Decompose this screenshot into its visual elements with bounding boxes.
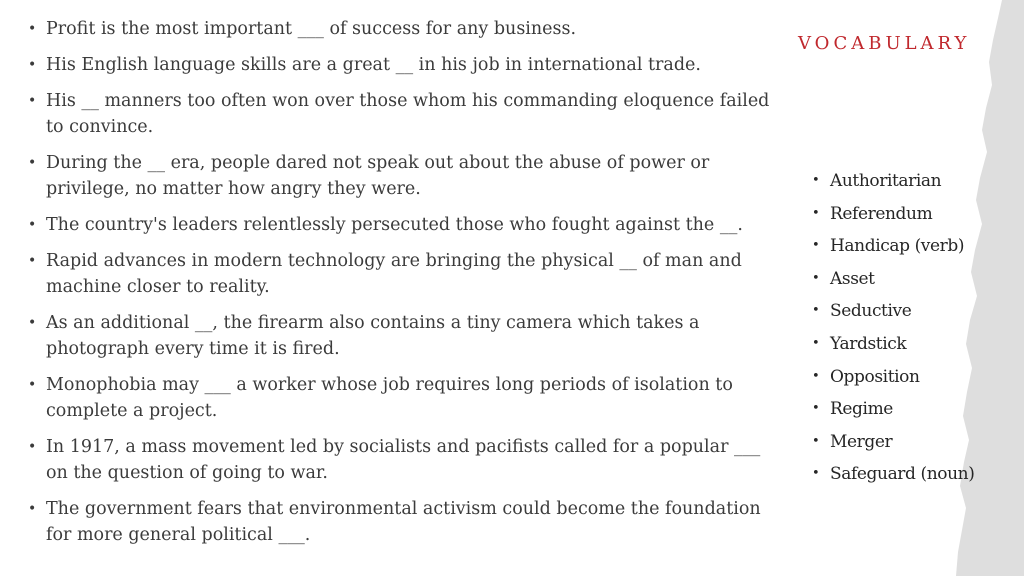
- sentence-item-8: • Monophobia may ___ a worker whose job requires long periods of isolation to complete a project.: [28, 372, 773, 424]
- sentence-item-6: • Rapid advances in modern technology are bringing the physical __ of man and machine closer to reality.: [28, 248, 773, 300]
- vocab-item-handicap: • Handicap (verb): [812, 233, 974, 266]
- sentence-item-2: • His English language skills are a great __ in his job in international trade.: [28, 52, 773, 78]
- vocab-item-seductive: • Seductive: [812, 298, 974, 331]
- vocab-item-referendum: • Referendum: [812, 201, 974, 234]
- vocab-item-safeguard: • Safeguard (noun): [812, 461, 974, 494]
- sentence-list: [28, 16, 773, 558]
- vocab-item-regime: • Regime: [812, 396, 974, 429]
- vocab-item-yardstick: • Yardstick: [812, 331, 974, 364]
- vocab-item-asset: • Asset: [812, 266, 974, 299]
- sentence-item-9: • In 1917, a mass movement led by socialists and pacifists called for a popular ___ on the question of going to war.: [28, 434, 773, 486]
- sentence-item-10: • The government fears that environmental activism could become the foundation for more general political ___.: [28, 496, 773, 548]
- vocab-item-authoritarian: • Authoritarian: [812, 168, 974, 201]
- vocabulary-title: VOCABULARY: [798, 33, 971, 54]
- sentence-item-4: • During the __ era, people dared not speak out about the abuse of power or privilege, no matter how angry they were.: [28, 150, 773, 202]
- vocabulary-list: [812, 168, 974, 494]
- sentence-item-7: • As an additional __, the firearm also contains a tiny camera which takes a photograph every time it is fired.: [28, 310, 773, 362]
- sentence-item-5: • The country's leaders relentlessly persecuted those who fought against the __.: [28, 212, 773, 238]
- vocab-item-opposition: • Opposition: [812, 364, 974, 397]
- sentence-item-3: • His __ manners too often won over those whom his commanding eloquence failed to convince.: [28, 88, 773, 140]
- sentence-item-1: • Profit is the most important ___ of success for any business.: [28, 16, 773, 42]
- vocab-item-merger: • Merger: [812, 429, 974, 462]
